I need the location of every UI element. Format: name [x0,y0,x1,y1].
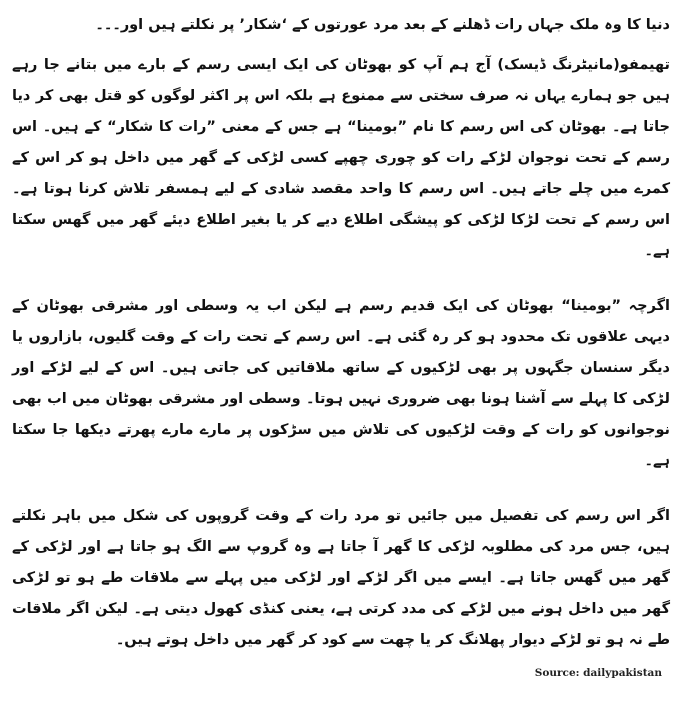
source-credit: Source: dailypakistan [534,667,662,679]
article-paragraph-1: تھیمفو(مانیٹرنگ ڈیسک) آج ہم آپ کو بھوٹان کی ایک ایسی رسم کے بارے میں بتانے جا رہے ہیں جو ہمارے یہاں نہ صرف سختی سے ممنوع ہے بلکہ اس پر اکثر لوگوں کو قتل بھی کر دیا جاتا ہے۔ بھوٹان کی اس رسم کا نام ”بومینا“ ہے جس کے معنی ”رات کا شکار“ کے ہیں۔ اس رسم کے تحت نوجوان لڑکے رات کو چوری چھپے کسی لڑکی کے گھر میں داخل ہو کر اس کے کمرے میں چلے جاتے ہیں۔ اس رسم کا واحد مقصد شادی کے لیے ہمسفر تلاش کرنا ہوتا ہے۔ اس رسم کے تحت لڑکا لڑکی کو پیشگی اطلاع دیے کر یا بغیر اطلاع دیئے گھر میں گھس سکتا ہے۔ [12,57,670,259]
article-paragraph-2: اگرچہ ”بومینا“ بھوٹان کی ایک قدیم رسم ہے لیکن اب یہ وسطی اور مشرقی بھوٹان کے دیہی علاقوں تک محدود ہو کر رہ گئی ہے۔ اس رسم کے تحت رات کے وقت گلیوں، بازاروں یا دیگر سنسان جگہوں پر بھی لڑکیوں کے ساتھ ملاقاتیں کی جاتی ہیں۔ اس کے لیے لڑکے اور لڑکی کا پہلے سے آشنا ہونا بھی ضروری نہیں ہوتا۔ وسطی اور مشرقی بھوٹان میں اب بھی نوجوانوں کو رات کے وقت لڑکیوں کی تلاش میں سڑکوں پر مارے مارے پھرتے دیکھا جا سکتا ہے۔ [12,298,670,469]
article-title: دنیا کا وہ ملک جہاں رات ڈھلنے کے بعد مرد عورتوں کے ‘شکار’ پر نکلتے ہیں اور۔۔۔ [95,17,670,33]
article-paragraph-3: اگر اس رسم کی تفصیل میں جائیں تو مرد رات کے وقت گروپوں کی شکل میں باہر نکلتے ہیں، جس مرد کی مطلوبہ لڑکی کا گھر آ جاتا ہے وہ گروپ سے الگ ہو جاتا ہے اور لڑکی کے گھر میں گھس جاتا ہے۔ ایسے میں اگر لڑکے اور لڑکی میں پہلے سے ملاقات طے ہو تو لڑکی گھر میں داخل ہونے میں لڑکے کی مدد کرتی ہے، یعنی کنڈی کھول دیتی ہے۔ لیکن اگر ملاقات طے نہ ہو تو لڑکے دیوار پھلانگ کر یا چھت سے کود کر گھر میں داخل ہوتے ہیں۔ [12,508,670,648]
